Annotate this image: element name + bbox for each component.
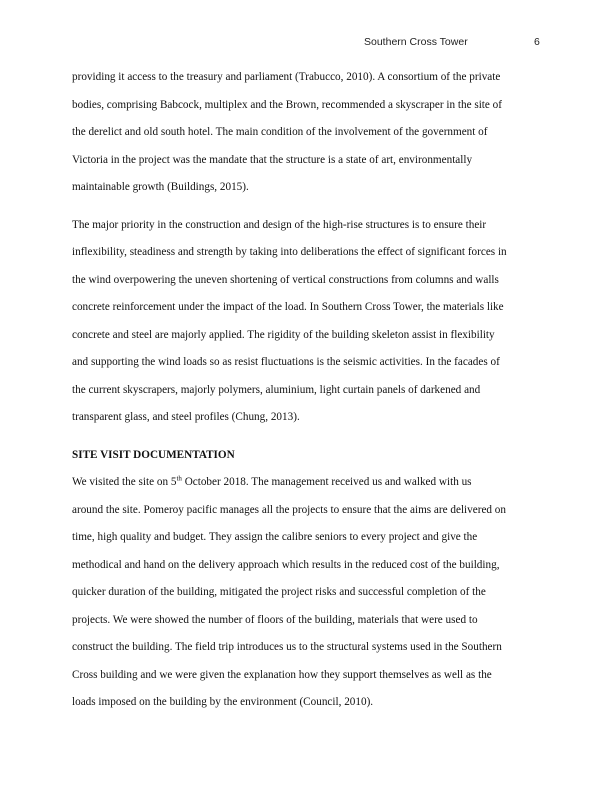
text-line: methodical and hand on the delivery approach which results in the reduced cost of the building, — [72, 558, 500, 571]
text-line: and supporting the wind loads so as resist fluctuations is the seismic activities. In the facades of — [72, 356, 500, 368]
paragraph-site-visit — [72, 469, 544, 717]
ordinal-suffix: th — [176, 474, 182, 483]
text-line: providing it access to the treasury and parliament (Trabucco, 2010). A consortium of the private — [72, 71, 501, 83]
paragraph-structure — [72, 212, 544, 432]
page-number: 6 — [534, 36, 540, 48]
text-fragment: October 2018. The management received us and walked with us — [181, 476, 472, 488]
text-line: around the site. Pomeroy pacific manages all the projects to ensure that the aims are delivered on — [72, 503, 506, 516]
text-line: concrete reinforcement under the impact of the load. In Southern Cross Tower, the materials like — [72, 301, 504, 313]
text-line: the current skyscrapers, majorly polymers, aluminium, light curtain panels of darkened and — [72, 383, 481, 396]
text-line: Cross building and we were given the explanation how they support themselves as well as the — [72, 668, 492, 681]
text-line: The major priority in the construction and design of the high-rise structures is to ensure their — [72, 218, 487, 231]
text-line: concrete and steel are majorly applied. The rigidity of the building skeleton assist in flexibility — [72, 328, 495, 341]
text-fragment: We visited the site on 5 — [72, 476, 177, 488]
running-head-title: Southern Cross Tower — [364, 36, 468, 48]
page-header — [0, 36, 612, 52]
text-line: loads imposed on the building by the environment (Council, 2010). — [72, 696, 374, 708]
section-heading: SITE VISIT DOCUMENTATION — [72, 448, 235, 461]
text-line: bodies, comprising Babcock, multiplex and the Brown, recommended a skyscraper in the site of — [72, 98, 502, 111]
text-line: Victoria in the project was the mandate that the structure is a state of art, environmentally — [72, 153, 473, 166]
text-line: inflexibility, steadiness and strength by taking into deliberations the effect of significant forces in — [72, 246, 507, 258]
document-body — [72, 64, 544, 727]
text-line: the derelict and old south hotel. The main condition of the involvement of the government of — [72, 126, 488, 138]
text-line: construct the building. The field trip introduces us to the structural systems used in the Southern — [72, 641, 502, 653]
paragraph-history — [72, 64, 544, 202]
text-line — [72, 469, 544, 497]
text-line: the wind overpowering the uneven shortening of vertical constructions from columns and walls — [72, 273, 499, 286]
text-line: maintainable growth (Buildings, 2015). — [72, 181, 249, 193]
text-line: time, high quality and budget. They assign the calibre seniors to every project and give the — [72, 531, 478, 543]
text-line: transparent glass, and steel profiles (Chung, 2013). — [72, 411, 300, 423]
text-line: quicker duration of the building, mitigated the project risks and successful completion of the — [72, 586, 486, 598]
text-line: projects. We were showed the number of floors of the building, materials that were used to — [72, 613, 478, 626]
